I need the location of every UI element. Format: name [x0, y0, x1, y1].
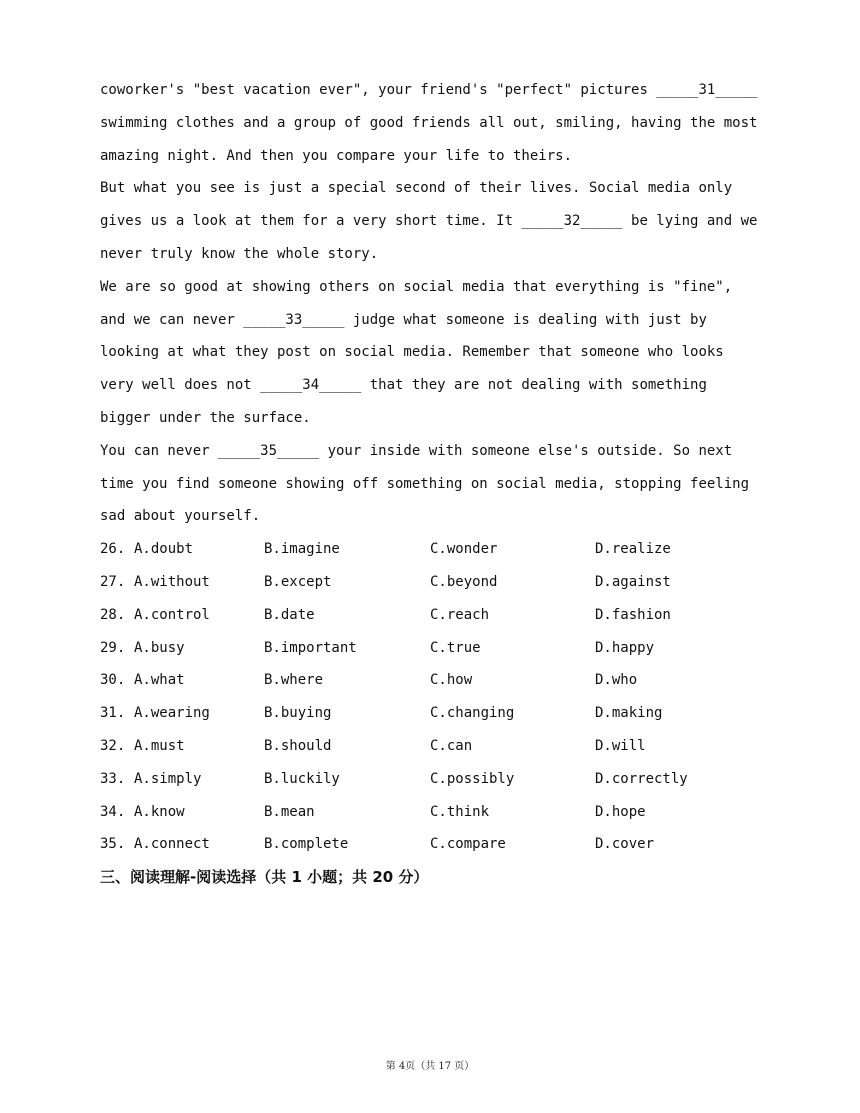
option-c: C.wonder — [430, 541, 498, 558]
option-c: C.true — [430, 639, 481, 656]
question-number: 30. — [100, 672, 126, 689]
option-c: C.beyond — [430, 573, 498, 590]
option-b: B.where — [264, 672, 324, 689]
passage-line: swimming clothes and a group of good friends all out, smiling, having the most — [100, 114, 758, 131]
question-row — [100, 763, 770, 796]
option-c: C.think — [430, 803, 490, 820]
option-c: C.how — [430, 672, 473, 689]
page-content — [100, 74, 770, 894]
option-b: B.mean — [264, 803, 315, 820]
passage-line: gives us a look at them for a very short time. It _____32_____ be lying and we — [100, 213, 758, 230]
option-a: A.connect — [134, 836, 210, 853]
option-b: B.except — [264, 573, 332, 590]
passage-line: and we can never _____33_____ judge what someone is dealing with just by — [100, 311, 707, 328]
option-c: C.possibly — [430, 770, 515, 787]
passage-line: amazing night. And then you compare your life to theirs. — [100, 147, 573, 164]
option-a: A.busy — [134, 639, 185, 656]
option-b: B.luckily — [264, 770, 340, 787]
question-row — [100, 730, 770, 763]
option-a: A.simply — [134, 770, 202, 787]
option-d: D.correctly — [595, 770, 688, 787]
option-b: B.imagine — [264, 541, 340, 558]
option-c: C.changing — [430, 705, 515, 722]
question-number: 27. — [100, 573, 126, 590]
option-a: A.know — [134, 803, 185, 820]
passage-line: But what you see is just a special second of their lives. Social media only — [100, 180, 733, 197]
question-row — [100, 632, 770, 665]
passage-line: looking at what they post on social media. Remember that someone who looks — [100, 344, 724, 361]
option-d: D.happy — [595, 639, 655, 656]
option-d: D.making — [595, 705, 663, 722]
question-number: 28. — [100, 606, 126, 623]
passage — [100, 74, 770, 533]
option-a: A.control — [134, 606, 210, 623]
question-row — [100, 697, 770, 730]
option-a: A.wearing — [134, 705, 210, 722]
option-a: A.doubt — [134, 541, 194, 558]
question-row — [100, 828, 770, 861]
option-b: B.date — [264, 606, 315, 623]
option-d: D.cover — [595, 836, 655, 853]
options-list — [100, 533, 770, 861]
question-row — [100, 533, 770, 566]
option-a: A.must — [134, 737, 185, 754]
question-row — [100, 599, 770, 632]
option-b: B.buying — [264, 705, 332, 722]
question-number: 34. — [100, 803, 126, 820]
option-c: C.compare — [430, 836, 506, 853]
question-number: 31. — [100, 705, 126, 722]
section-heading: 三、阅读理解-阅读选择（共 1 小题；共 20 分） — [100, 868, 429, 887]
option-a: A.without — [134, 573, 210, 590]
passage-line: You can never _____35_____ your inside with someone else's outside. So next — [100, 442, 733, 459]
option-d: D.realize — [595, 541, 671, 558]
question-number: 33. — [100, 770, 126, 787]
option-c: C.can — [430, 737, 473, 754]
question-number: 32. — [100, 737, 126, 754]
passage-line: We are so good at showing others on social media that everything is "fine", — [100, 278, 733, 295]
passage-line: coworker's "best vacation ever", your friend's "perfect" pictures _____31_____ — [100, 82, 758, 98]
page-footer: 第 4页（共 17 页） — [385, 1061, 475, 1072]
option-d: D.against — [595, 573, 671, 590]
option-b: B.important — [264, 639, 357, 656]
passage-line: sad about yourself. — [100, 508, 261, 525]
question-row — [100, 566, 770, 599]
passage-line: bigger under the surface. — [100, 409, 311, 426]
question-number: 26. — [100, 541, 126, 558]
option-a: A.what — [134, 672, 185, 689]
question-number: 35. — [100, 836, 126, 853]
option-d: D.hope — [595, 803, 646, 820]
passage-line: never truly know the whole story. — [100, 245, 379, 262]
option-b: B.complete — [264, 836, 349, 853]
option-d: D.who — [595, 672, 638, 689]
question-row — [100, 664, 770, 697]
option-b: B.should — [264, 737, 332, 754]
option-d: D.fashion — [595, 606, 671, 623]
option-d: D.will — [595, 737, 646, 754]
question-number: 29. — [100, 639, 126, 656]
question-row — [100, 796, 770, 829]
passage-line: time you find someone showing off something on social media, stopping feeling — [100, 475, 750, 492]
passage-line: very well does not _____34_____ that they are not dealing with something — [100, 377, 707, 394]
option-c: C.reach — [430, 606, 490, 623]
